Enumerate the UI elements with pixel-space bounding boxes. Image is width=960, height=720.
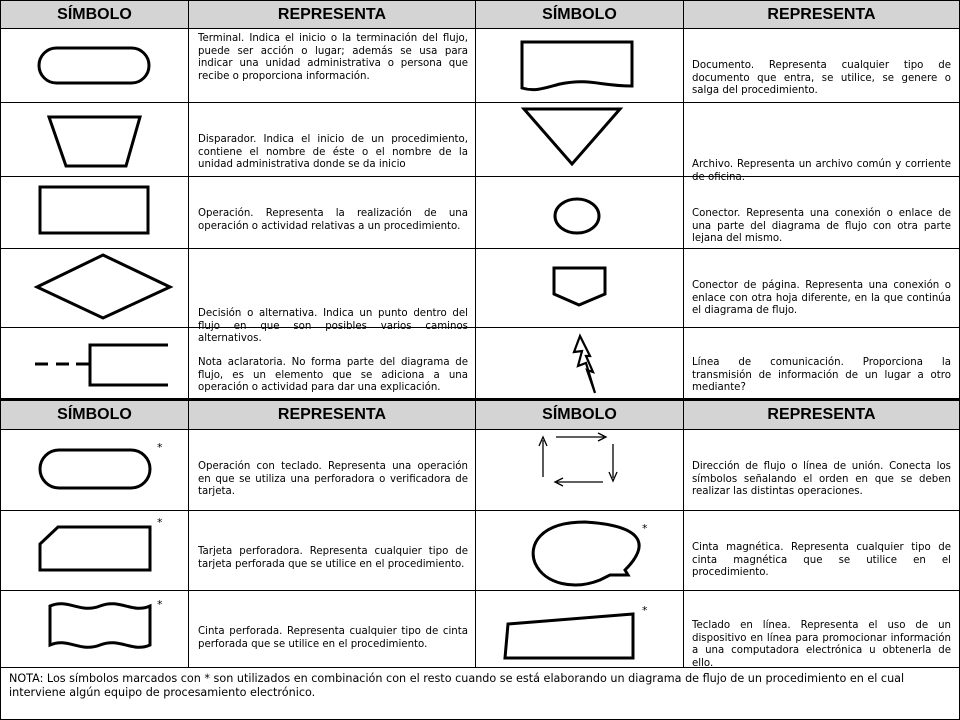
header-simbolo-4: SÍMBOLO [475, 399, 684, 430]
documento-description: Documento. Representa cualquier tipo de documento que entra, se utilice, se genere o salga del procedimiento. [692, 60, 951, 97]
header-simbolo-3: SÍMBOLO [0, 399, 189, 430]
decision-description: Decisión o alternativa. Indica un punto dentro del flujo en que son posibles varios caminos alternativos. [198, 308, 468, 345]
header-representa-1: REPRESENTA [188, 0, 476, 29]
mark-operacion-teclado: * [157, 441, 163, 454]
header-representa-3: REPRESENTA [188, 399, 476, 430]
operacion-description: Operación. Representa la realización de una operación o actividad relativas a un procedimiento. [198, 208, 468, 232]
footer-note: NOTA: Los símbolos marcados con * son utilizados en combinación con el resto cuando se está elaborando un diagrama de flujo de un procedimiento en el cual interviene algún equipo de procesamiento electrónico. [9, 672, 905, 699]
header-simbolo-2: SÍMBOLO [475, 0, 684, 29]
mark-teclado-linea: * [642, 604, 648, 617]
header-representa-4: REPRESENTA [683, 399, 960, 430]
archivo-description: Archivo. Representa un archivo común y corriente de oficina. [692, 159, 951, 183]
tarjeta-perforadora-description: Tarjeta perforadora. Representa cualquier tipo de tarjeta perforada que se utilice en el procedimiento. [198, 546, 468, 570]
cinta-magnetica-description: Cinta magnética. Representa cualquier tipo de cinta magnética que se utilice en el procedimiento. [692, 542, 951, 579]
cinta-perforada-description: Cinta perforada. Representa cualquier tipo de cinta perforada que se utilice en el procedimiento. [198, 626, 468, 650]
teclado-linea-description: Teclado en línea. Representa el uso de un dispositivo en línea para promocionar información a una computadora electrónica u obtenerla de ello. [692, 620, 951, 669]
conector-description: Conector. Representa una conexión o enlace de una parte del diagrama de flujo con otra parte lejana del mismo. [692, 208, 951, 245]
header-simbolo-1: SÍMBOLO [0, 0, 189, 29]
direccion-flujo-description: Dirección de flujo o línea de unión. Conecta los símbolos señalando el orden en que se deben realizar las distintas operaciones. [692, 461, 951, 498]
disparador-description: Disparador. Indica el inicio de un procedimiento, contiene el nombre de éste o el nombre de la unidad administrativa donde se da inicio [198, 134, 468, 171]
mark-cinta-magnetica: * [642, 522, 648, 535]
mark-cinta-perforada: * [157, 598, 163, 611]
conector-pagina-description: Conector de página. Representa una conexión o enlace con otra hoja diferente, en la que continúa el diagrama de flujo. [692, 280, 951, 317]
mark-tarjeta-perforadora: * [157, 516, 163, 529]
linea-comunicacion-description: Línea de comunicación. Proporciona la transmisión de información de un lugar a otro mediante? [692, 357, 951, 394]
terminal-description: Terminal. Indica el inicio o la terminación del flujo, puede ser acción o lugar; además se usa para indicar una unidad administrativa o persona que recibe o proporciona información. [198, 33, 468, 82]
nota-aclaratoria-description: Nota aclaratoria. No forma parte del diagrama de flujo, es un elemento que se adiciona a una operación o actividad para dar una explicación. [198, 357, 468, 394]
operacion-teclado-description: Operación con teclado. Representa una operación en que se utiliza una perforadora o verificadora de tarjeta. [198, 461, 468, 498]
header-representa-2: REPRESENTA [683, 0, 960, 29]
